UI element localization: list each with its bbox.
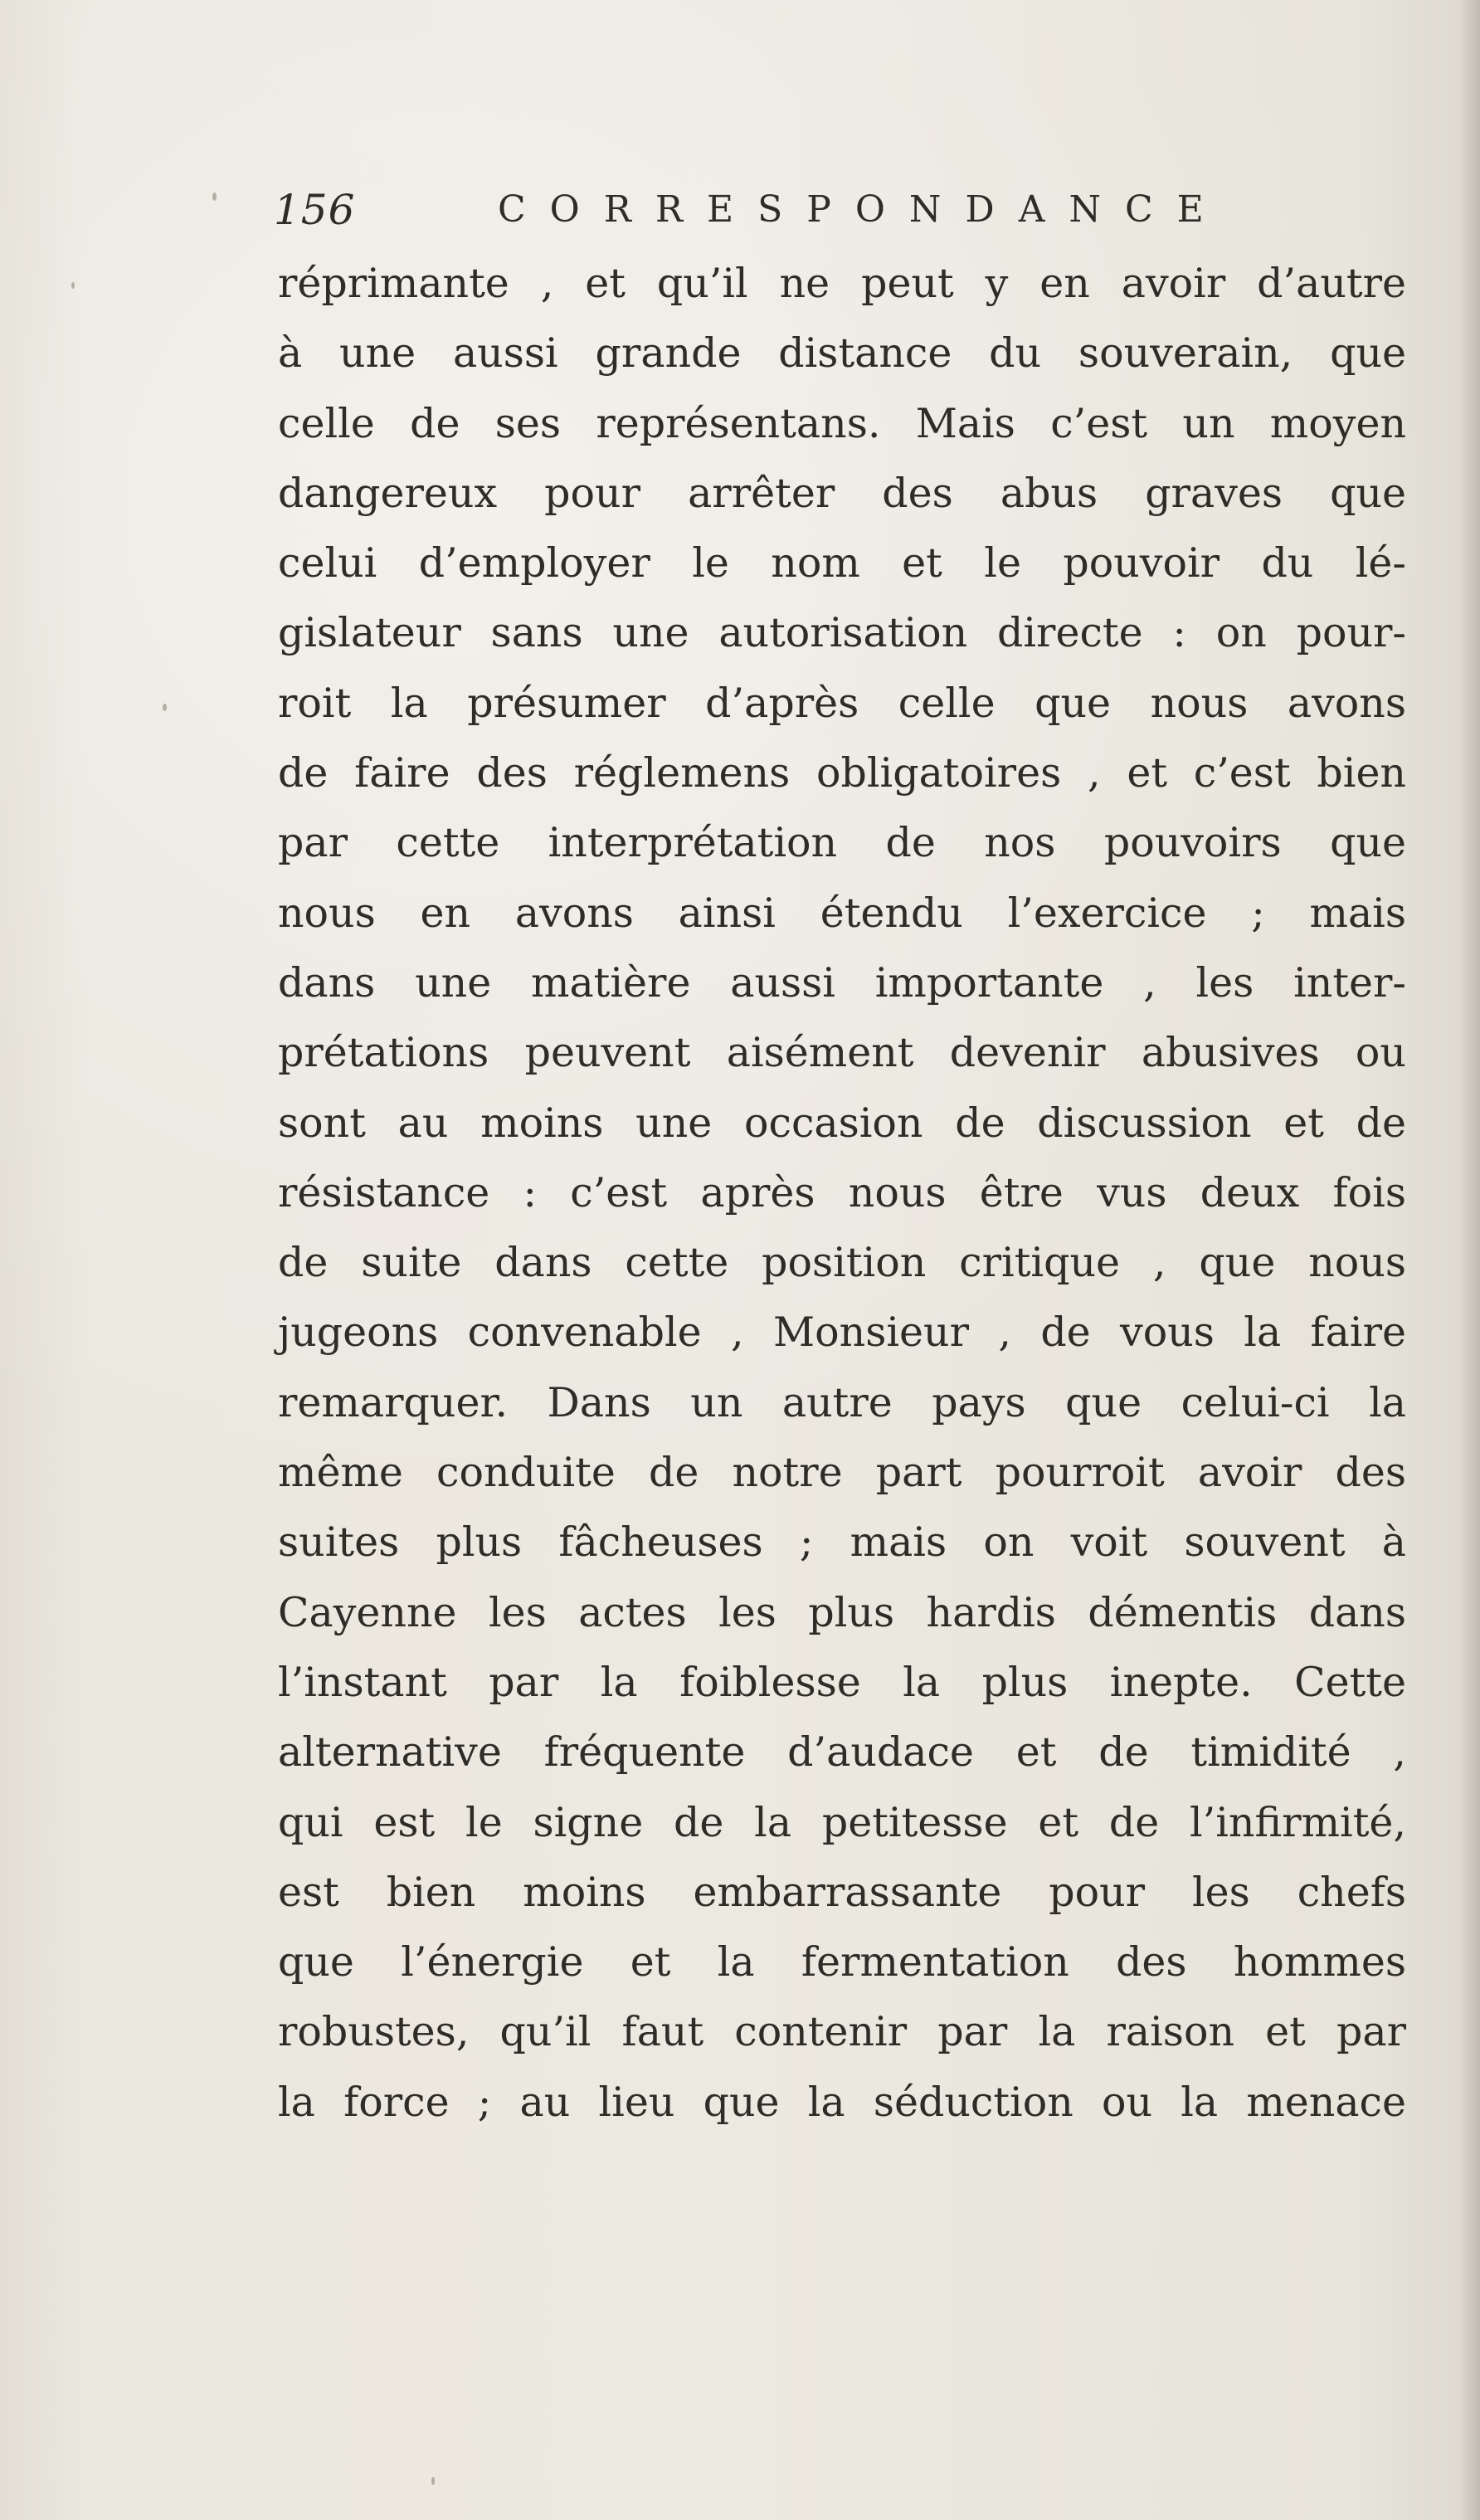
page-header <box>274 181 1269 239</box>
text-line: alternative fréquente d’audace et de timidité , <box>278 1728 1406 1777</box>
page-number: 156 <box>274 186 356 234</box>
text-line: de suite dans cette position critique , que nous <box>278 1239 1406 1287</box>
text-line: Cayenne les actes les plus hardis démentis dans <box>278 1588 1406 1636</box>
text-line: dangereux pour arrêter des abus graves que <box>278 469 1406 517</box>
text-line: l’instant par la foiblesse la plus inepte. Cette <box>278 1658 1406 1706</box>
text-line: la force ; au lieu que la séduction ou la menace <box>278 2078 1406 2126</box>
paper-speck <box>71 282 75 289</box>
text-line: résistance : c’est après nous être vus deux fois <box>278 1168 1406 1216</box>
text-line: remarquer. Dans un autre pays que celui-ci la <box>278 1378 1406 1426</box>
text-line: roit la présumer d’après celle que nous avons <box>278 679 1406 727</box>
text-line: est bien moins embarrassante pour les chefs <box>278 1868 1406 1916</box>
text-line: même conduite de notre part pourroit avoir des <box>278 1449 1406 1497</box>
text-line: robustes, qu’il faut contenir par la raison et par <box>278 2008 1406 2056</box>
text-line: gislateur sans une autorisation directe : on pour- <box>278 609 1406 657</box>
text-line: qui est le signe de la petitesse et de l’infirmité, <box>278 1798 1406 1846</box>
text-line: celui d’employer le nom et le pouvoir du lé- <box>278 539 1406 587</box>
text-line: celle de ses représentans. Mais c’est un moyen <box>278 399 1406 447</box>
text-line: à une aussi grande distance du souverain, que <box>278 329 1406 378</box>
running-head: CORRESPONDANCE <box>498 188 1228 231</box>
paper-speck <box>212 193 217 201</box>
text-line: sont au moins une occasion de discussion et de <box>278 1099 1406 1147</box>
page-edge-shadow <box>1458 0 1480 2520</box>
text-line: que l’énergie et la fermentation des hommes <box>278 1938 1406 1986</box>
text-line: dans une matière aussi importante , les inter- <box>278 958 1406 1007</box>
text-line: de faire des réglemens obligatoires , et c’est bien <box>278 749 1406 797</box>
text-line: suites plus fâcheuses ; mais on voit souvent à <box>278 1518 1406 1567</box>
body-text <box>278 249 1406 2137</box>
paper-speck <box>431 2477 435 2485</box>
text-line: jugeons convenable , Monsieur , de vous la faire <box>278 1309 1406 1357</box>
paper-speck <box>163 704 167 711</box>
text-line: réprimante , et qu’il ne peut y en avoir d’autre <box>278 260 1406 307</box>
text-line: nous en avons ainsi étendu l’exercice ; mais <box>278 889 1406 937</box>
text-line: prétations peuvent aisément devenir abusives ou <box>278 1029 1406 1077</box>
text-line: par cette interprétation de nos pouvoirs que <box>278 819 1406 867</box>
